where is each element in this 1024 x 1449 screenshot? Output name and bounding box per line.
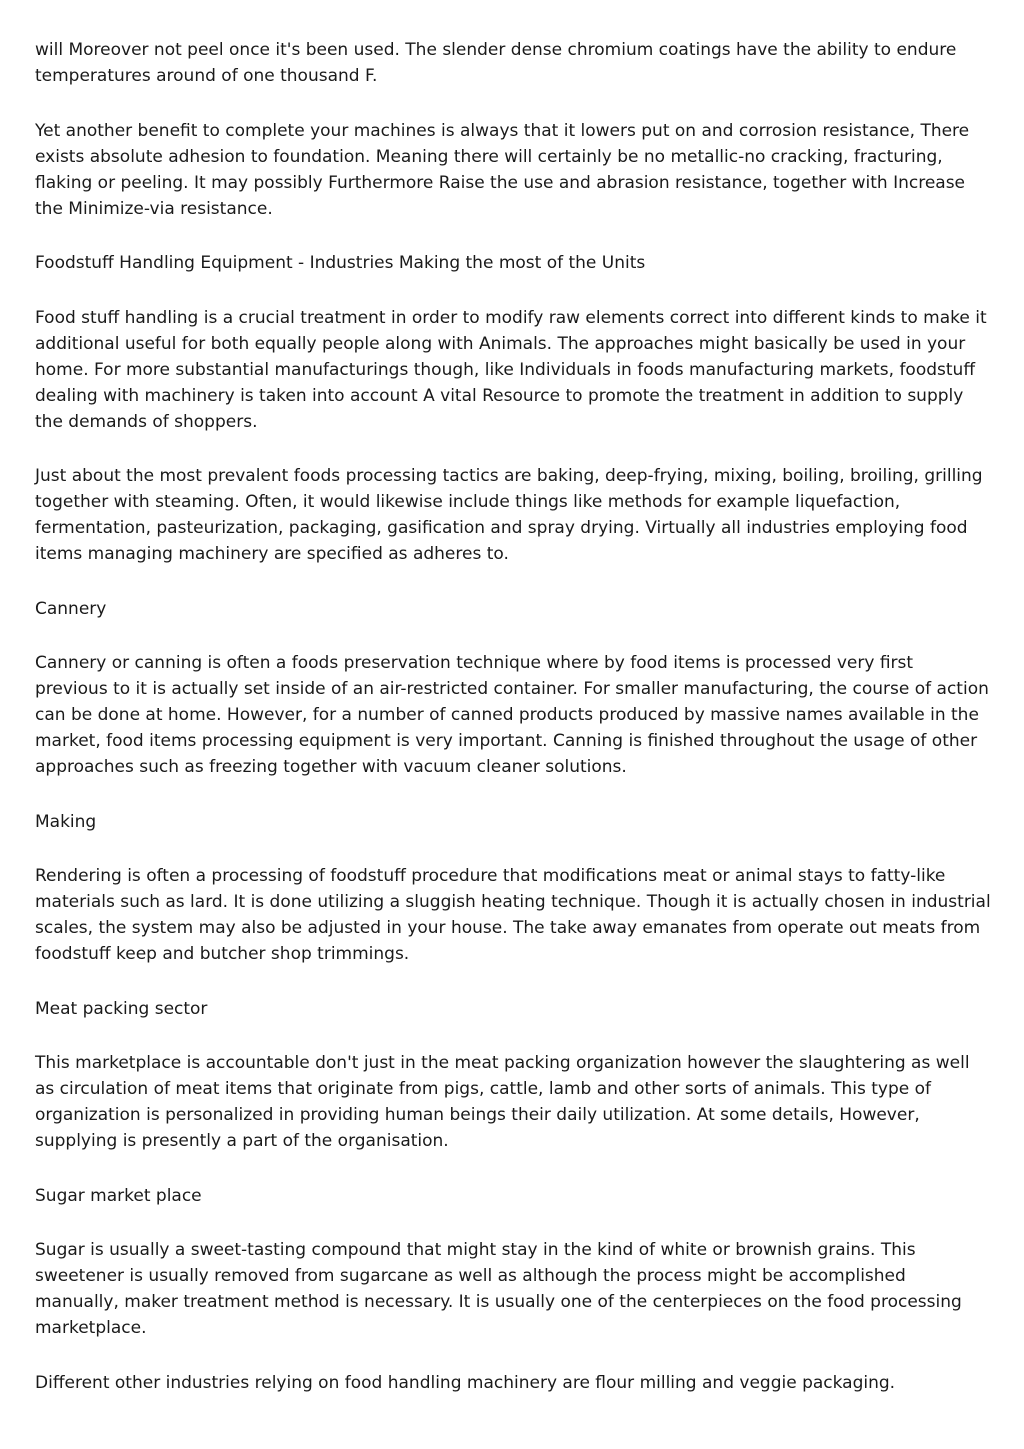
- paragraph-rendering: Rendering is often a processing of foodstuff procedure that modifications meat or animal stays to fatty-like materials such as lard. It is done utilizing a sluggish heating technique. Though it is actually chosen in industrial scales, the system may also be adjusted in your house. The take away emanates from operate out meats from foodstuff keep and butcher shop trimmings.: [35, 866, 991, 964]
- paragraph-sugar: Sugar is usually a sweet-tasting compound that might stay in the kind of white or brownish grains. This sweetener is usually removed from sugarcane as well as although the process might be accomplished manually, maker treatment method is necessary. It is usually one of the centerpieces on the food processing marketplace.: [35, 1240, 962, 1338]
- heading-cannery: Cannery: [35, 598, 107, 619]
- heading-food-handling-equipment: Foodstuff Handling Equipment - Industries Making the most of the Units: [35, 253, 646, 273]
- paragraph-food-handling: Food stuff handling is a crucial treatment in order to modify raw elements correct into different kinds to make it additional useful for both equally people along with Animals. The approaches might basically be used in your home. For more substantial manufacturings though, like Individuals in foods manufacturing markets, foodstuff dealing with machinery is taken into account A vital Resource to promote the treatment in addition to supply the demands of shoppers.: [35, 307, 987, 432]
- paragraph-benefits: Yet another benefit to complete your machines is always that it lowers put on and corrosion resistance, There exists absolute adhesion to foundation. Meaning there will certainly be no metallic-no cracking, fracturing, flaking or peeling. It may possibly Furthermore Raise the use and abrasion resistance, together with Increase the Minimize-via resistance.: [35, 120, 970, 219]
- paragraph-cannery: Cannery or canning is often a foods preservation technique where by food items is processed very first previous to it is actually set inside of an air-restricted container. For smaller manufacturing, the course of action can be done at home. However, for a number of canned products produced by massive names available in the market, food items processing equipment is very important. Canning is finished throughout the usage of other approaches such as freezing together with vacuum cleaner solutions.: [35, 653, 989, 777]
- paragraph-other-industries: Different other industries relying on food handling machinery are flour milling and veggie packaging.: [35, 1372, 896, 1393]
- heading-meat-packing: Meat packing sector: [35, 998, 208, 1019]
- heading-making: Making: [35, 811, 97, 832]
- heading-sugar-market: Sugar market place: [35, 1185, 202, 1206]
- paragraph-meat-packing: This marketplace is accountable don't just in the meat packing organization however the slaughtering as well as circulation of meat items that originate from pigs, cattle, lamb and other sorts of animals. This type of organization is personalized in providing human beings their daily utilization. At some details, However, supplying is presently a part of the organisation.: [35, 1053, 970, 1151]
- paragraph-intro-continuation: will Moreover not peel once it's been used. The slender dense chromium coatings have the ability to endure temperatures around of one thousand F.: [35, 40, 957, 86]
- paragraph-processing-tactics: Just about the most prevalent foods processing tactics are baking, deep-frying, mixing, boiling, broiling, grilling together with steaming. Often, it would likewise include things like methods for example liquefaction, fermentation, pasteurization, packaging, gasification and spray drying. Virtually all industries employing food items managing machinery are specified as adheres to.: [35, 466, 983, 564]
- document-body: [35, 37, 991, 1424]
